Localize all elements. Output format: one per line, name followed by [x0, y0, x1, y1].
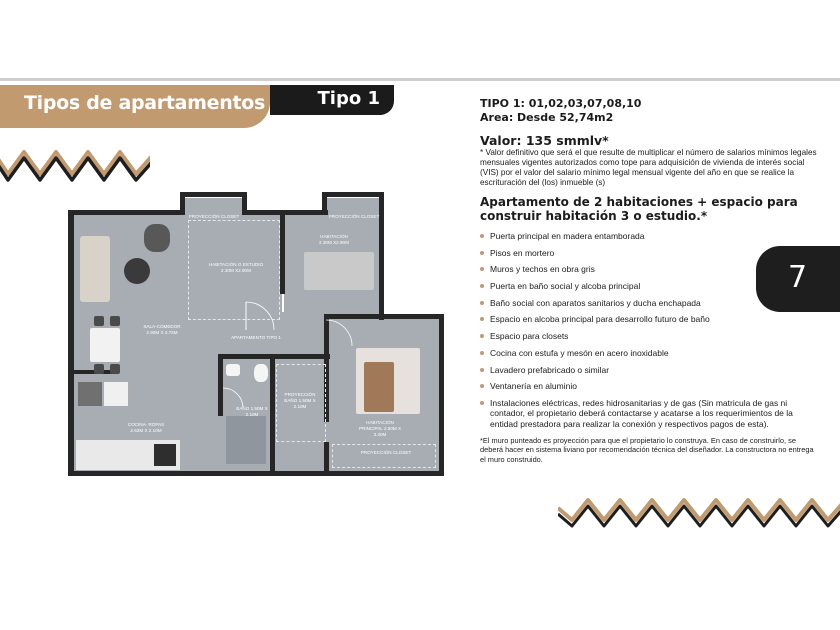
shower: [226, 416, 266, 464]
room-label: PROYECCIÓN BAÑO 1.50M X 2.10M: [284, 392, 316, 409]
feature-item: Puerta en baño social y alcoba principal: [480, 281, 820, 292]
dining-table: [90, 328, 120, 362]
toilet: [254, 364, 268, 382]
feature-item: Puerta principal en madera entamborada: [480, 231, 820, 242]
features-list: [480, 231, 820, 429]
room-label: APARTAMENTO TIPO 1: [231, 335, 281, 340]
bed-master-blanket: [364, 362, 394, 412]
room-label: HABITACIÓN PRINCIPAL 2.50M X 3.20M: [358, 420, 402, 437]
feature-item: Ventanería en aluminio: [480, 381, 820, 392]
room-label: PROYECCIÓN CLOSET: [360, 450, 412, 455]
floor-plan: [68, 192, 444, 476]
washer: [78, 382, 102, 406]
price-note: * Valor definitivo que será el que resulte de multiplicar el número de salarios mínimos legales mensuales vigentes autorizados como tope para adquisición de vivienda de interés social (VIS) por el valor del salario mínimo legal mensual vigente del año en que se realice la escrituración del (los) inmueble (s): [480, 148, 817, 187]
room-label: HABITACIÓN O ESTUDIO 2.30M X2.90M: [208, 262, 264, 273]
sofa: [80, 236, 110, 302]
section-title: Tipos de apartamentos: [24, 92, 266, 114]
bed-secondary: [304, 252, 374, 290]
feature-item: Baño social con aparatos sanitarios y ducha enchapada: [480, 298, 820, 309]
room-label: PROYECCIÓN CLOSET: [188, 214, 240, 219]
feature-item: Instalaciones eléctricas, redes hidrosanitarias y de gas (Sin matricula de gas ni contador, el propietario deberá contactarse y acatarse a los requerimientos de la entidad prestadora para realizar la conexión y respectivos pagos de esta).: [480, 398, 820, 430]
room-label: PROYECCIÓN CLOSET: [328, 214, 380, 219]
feature-item: Espacio en alcoba principal para desarrollo futuro de baño: [480, 314, 820, 325]
dining-chair: [110, 364, 120, 374]
units-line: TIPO 1: 01,02,03,07,08,10: [480, 97, 642, 110]
feature-item: Muros y techos en obra gris: [480, 264, 820, 275]
armchair: [144, 224, 170, 252]
washbasin: [226, 364, 240, 376]
page-number: 7: [788, 260, 808, 295]
apartment-details: [480, 97, 820, 464]
room-label: COCINA- ROPAS 2.63M X 2.10M: [127, 422, 165, 433]
top-divider: [0, 78, 840, 81]
zigzag-ornament-right: [558, 494, 840, 528]
feature-item: Pisos en mortero: [480, 248, 820, 259]
feature-item: Espacio para closets: [480, 331, 820, 342]
dining-chair: [94, 316, 104, 326]
dining-chair: [110, 316, 120, 326]
type-banner: [270, 85, 394, 115]
room-label: BAÑO 1.50M X 2.10M: [236, 406, 268, 417]
room-label: SALA-COMEDOR 2.90M X 3.75M: [143, 324, 181, 335]
stove: [154, 444, 176, 466]
zigzag-ornament-left: [0, 146, 150, 186]
apartment-subheading: Apartamento de 2 habitaciones + espacio para construir habitación 3 o estudio.*: [480, 195, 798, 223]
room-label: HABITACIÓN 2.30M X2.90M: [319, 234, 349, 245]
price-line: Valor: 135 smmlv*: [480, 133, 609, 148]
feature-item: Lavadero prefabricado o similar: [480, 365, 820, 376]
footnote: *El muro punteado es proyección para que el propietario lo construya. En caso de construirlo, se deberá hacer en sistema liviano por recomendación técnica del diseñador. La constructora no entrega el muro construido.: [480, 435, 814, 464]
type-label: Tipo 1: [317, 88, 380, 109]
area-line: Area: Desde 52,74m2: [480, 111, 614, 124]
dining-chair: [94, 364, 104, 374]
coffee-table: [124, 258, 150, 284]
laundry-sink: [104, 382, 128, 406]
feature-item: Cocina con estufa y mesón en acero inoxidable: [480, 348, 820, 359]
section-title-banner: [0, 85, 270, 128]
